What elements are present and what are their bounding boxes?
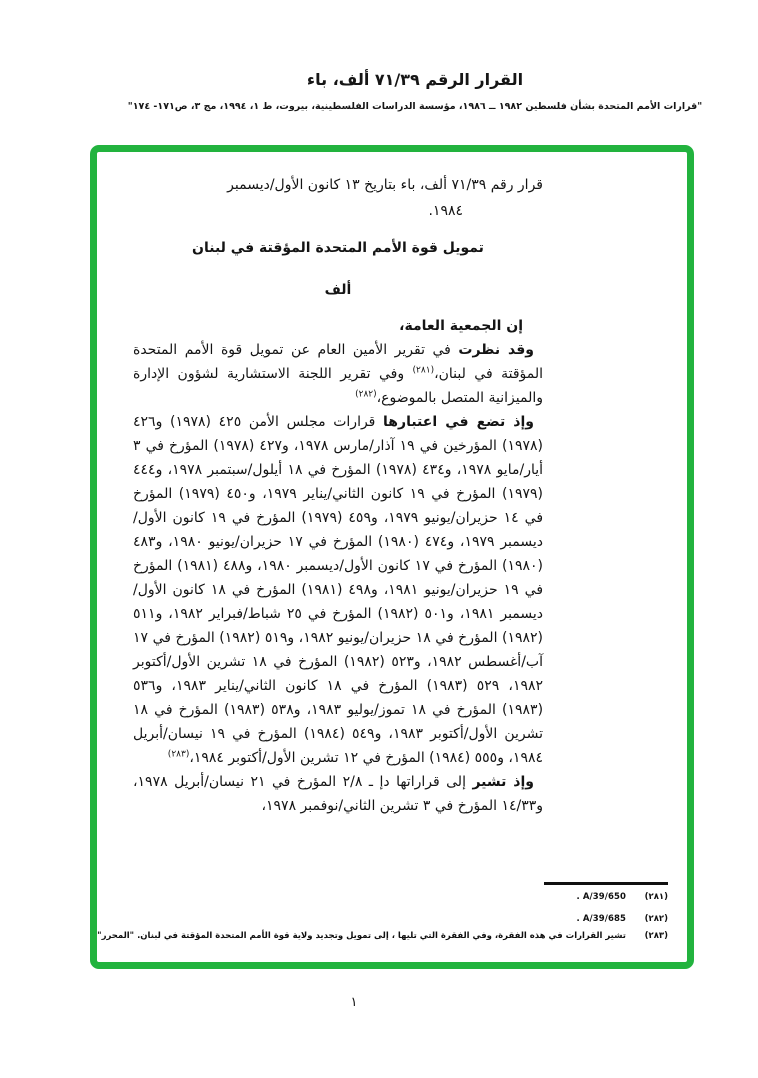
paragraph-text: في تقرير الأمين العام عن تمويل قوة الأمم المتحدة المؤقتة في لبنان، (133, 342, 544, 382)
resolution-heading (133, 172, 543, 224)
footnotes-block (97, 882, 668, 952)
preamble-paragraph-bearing-in-mind (133, 410, 543, 770)
paragraph-text: قرارات مجلس الأمن ٤٢٥ (١٩٧٨) و٤٢٦ (١٩٧٨) المؤرخين في ١٩ آذار/مارس ١٩٧٨، و٤٢٧ (١٩٧٨) المؤرخ في ٣ أيار/مايو ١٩٧٨، و٤٣٤ (١٩٧٨) المؤرخ في ١٨ أيلول/سبتمبر ١٩٧٨، و٤٤٤ (١٩٧٩) المؤرخ في ١٩ كانون الثاني/يناير ١٩٧٩، و٤٥٠ (١٩٧٩) المؤرخ في ١٤ حزيران/يونيو ١٩٧٩، و٤٥٩ (١٩٧٩) المؤرخ في ١٩ كانون الأول/ديسمبر ١٩٧٩، و٤٧٤ (١٩٨٠) المؤرخ في ١٧ حزيران/يونيو ١٩٨٠، و٤٨٣ (١٩٨٠) المؤرخ في ١٧ كانون الأول/ديسمبر ١٩٨٠، و٤٨٨ (١٩٨١) المؤرخ في ١٩ حزيران/يونيو ١٩٨١، و٤٩٨ (١٩٨١) المؤرخ في ١٨ كانون الأول/ديسمبر ١٩٨١، و٥٠١ (١٩٨٢) المؤرخ في ٢٥ شباط/فبراير ١٩٨٢، و٥١١ (١٩٨٢) المؤرخ في ١٨ حزيران/يونيو ١٩٨٢، و٥١٩ (١٩٨٢) المؤرخ في ١٧ آب/أغسطس ١٩٨٢، و٥٢٣ (١٩٨٢) المؤرخ في ١٨ تشرين الأول/أكتوبر ١٩٨٢، ٥٢٩ (١٩٨٣) المؤرخ في ١٨ كانون الثاني/يناير ١٩٨٣، و٥٣٦ (١٩٨٣) المؤرخ في ١٨ تموز/يوليو ١٩٨٣، و٥٣٨ (١٩٨٣) المؤرخ في ١٨ تشرين الأول/أكتوبر ١٩٨٣، و٥٤٩ (١٩٨٤) المؤرخ في ١٩ نيسان/أبريل ١٩٨٤، و٥٥٥ (١٩٨٤) المؤرخ في ١٢ تشرين الأول/أكتوبر ١٩٨٤، (133, 414, 544, 766)
assembly-opening-line: إن الجمعية العامة، (399, 318, 523, 334)
footnote-text: تشير القرارات في هذه الفقرة، وفي الفقرة التي تليها ، إلى تمويل وتجديد ولاية قوة الأمم المتحدة المؤقتة في لبنان. "المحرر" (97, 931, 626, 941)
section-label-alef: ألف (324, 282, 352, 298)
resolution-heading-line2: ١٩٨٤. (428, 203, 463, 219)
preamble-paragraph-considered (133, 338, 543, 410)
footnote-marker: (٢٨٣) (644, 931, 668, 941)
paragraph-text: إلى قراراتها دإ ـ ٢/٨ المؤرخ في ٢١ نيسان/أبريل ١٩٧٨، و١٤/٣٣ المؤرخ في ٣ تشرين الثاني/نوفمبر ١٩٧٨، (133, 774, 543, 814)
paragraph-lead: وقد نظرت (458, 342, 534, 358)
footnote-ref-281: (٢٨١) (412, 365, 435, 376)
footnote-ref-283: (٢٨٣) (167, 749, 190, 760)
footnote-ref-282: (٢٨٢) (355, 389, 377, 400)
preamble-paragraph-recalling (133, 770, 543, 818)
page-title: القرار الرقم ٧١/٣٩ ألف، باء (306, 70, 524, 89)
resolution-text-column (133, 172, 543, 818)
resolution-heading-line1: قرار رقم ٧١/٣٩ ألف، باء بتاريخ ١٣ كانون الأول/ديسمبر (227, 177, 543, 193)
source-citation-line: "قرارات الأمم المتحدة بشأن فلسطين ١٩٨٢ ــ ١٩٨٦، مؤسسة الدراسات الفلسطينية، بيروت، ط ١، ١٩٩٤، مج ٣، ص١٧١- ١٧٤" (127, 101, 703, 112)
footnote-item (102, 913, 668, 925)
footnote-item (97, 930, 668, 942)
footnote-marker: (٢٨١) (644, 892, 668, 902)
footnote-text: A/39/650 . (576, 892, 626, 902)
page-number: ١ (350, 995, 358, 1010)
subject-title: تمويل قوة الأمم المتحدة المؤقتة في لبنان (192, 240, 484, 256)
footnote-item (102, 891, 668, 903)
paragraph-lead: وإذ تشير (472, 774, 534, 790)
paragraph-text: وفي تقرير اللجنة الاستشارية لشؤون الإدارة والميزانية المتصل بالموضوع، (133, 366, 543, 406)
footnote-text: A/39/685 . (576, 914, 626, 924)
footnote-separator-rule (544, 882, 668, 885)
paragraph-lead: وإذ تضع في اعتبارها (383, 414, 534, 430)
footnote-marker: (٢٨٢) (644, 914, 668, 924)
